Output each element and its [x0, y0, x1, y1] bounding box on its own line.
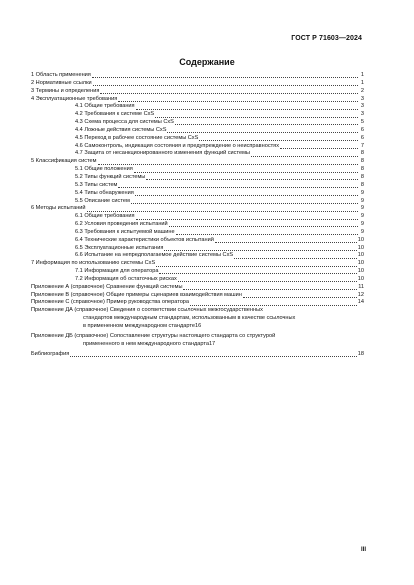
toc-entry[interactable]: 5.5 Описание систем 9	[75, 197, 364, 204]
toc-entry[interactable]: 4.1 Общие требования 3	[75, 103, 364, 110]
toc-entry[interactable]: 6.1 Общие требования 9	[75, 213, 364, 220]
standard-code: ГОСТ Р 71603—2024	[291, 35, 362, 42]
page-number: III	[360, 547, 366, 553]
toc-entry[interactable]: Приложение С (справочное) Пример руководства оператора 14	[31, 299, 364, 306]
toc-entry[interactable]: 4.6 Самоконтроль, индикация состояния и предупреждение о неисправностях 7	[75, 142, 364, 149]
toc-entry[interactable]: 4.7 Защита от несанкционированного изменения функций системы 8	[75, 150, 364, 157]
toc-entry[interactable]: 7.2 Информация об остаточных рисках 10	[75, 275, 364, 282]
toc-entry[interactable]: 6.3 Требования к испытуемой машине 9	[75, 228, 364, 235]
toc-entry[interactable]: 7.1 Информация для оператора 10	[75, 268, 364, 275]
toc-entry[interactable]: 5.3 Типы систем 8	[75, 181, 364, 188]
table-of-contents	[31, 72, 364, 358]
toc-entry[interactable]: 6.6 Испытание на непредполагаемое действие системы CxS 10	[75, 252, 364, 259]
toc-entry[interactable]: 4 Эксплуатационные требования 3	[31, 95, 364, 102]
toc-entry[interactable]: 7 Информация по использованию системы CxS 10	[31, 260, 364, 267]
toc-entry[interactable]: 1 Область применения 1	[31, 72, 364, 78]
toc-entry[interactable]: 4.4 Ложные действия системы CxS 6	[75, 126, 364, 133]
toc-entry[interactable]: 5.2 Типы функций системы 8	[75, 173, 364, 180]
toc-entry[interactable]: 6 Методы испытаний 9	[31, 205, 364, 212]
toc-entry[interactable]: 5.4 Типы обнаружения 9	[75, 189, 364, 196]
toc-entry[interactable]: 5.1 Общие положения 8	[75, 166, 364, 173]
toc-entry[interactable]: 6.2 Условия проведения испытаний 9	[75, 221, 364, 228]
toc-entry[interactable]: 6.4 Технические характеристики объектов испытаний 10	[75, 236, 364, 243]
toc-entry[interactable]: 4.5 Переход в рабочее состояние системы CxS 6	[75, 134, 364, 141]
toc-entry[interactable]: 4.3 Схема процесса для системы CxS 5	[75, 119, 364, 126]
toc-entry[interactable]: Библиография 18	[31, 350, 364, 357]
toc-entry[interactable]: Приложение В (справочное) Общие примеры сценариев взаимодействия машин 12	[31, 291, 364, 298]
toc-entry[interactable]: 6.5 Эксплуатационные испытания 10	[75, 244, 364, 251]
toc-entry[interactable]: Приложение ДБ (справочное) Сопоставление структуры настоящего стандарта со структурой примененного в нем международного стандарта 17	[31, 332, 276, 347]
toc-entry[interactable]: 3 Термины и определения 2	[31, 87, 364, 94]
toc-entry[interactable]: 4.2 Требования к системе CxS 3	[75, 111, 364, 118]
toc-entry[interactable]: 5 Классификация систем 8	[31, 158, 364, 165]
toc-title: Содержание	[179, 57, 235, 67]
toc-entry[interactable]: Приложение А (справочное) Сравнение функций системы 11	[31, 283, 364, 290]
toc-entry[interactable]: 2 Нормативные ссылки 1	[31, 79, 364, 86]
toc-entry[interactable]: Приложение ДА (справочное) Сведения о соответствии ссылочных межгосударственных стандартов международным стандартам, использованным в качестве ссылочных в примененном международном стандарте 16	[31, 307, 296, 329]
